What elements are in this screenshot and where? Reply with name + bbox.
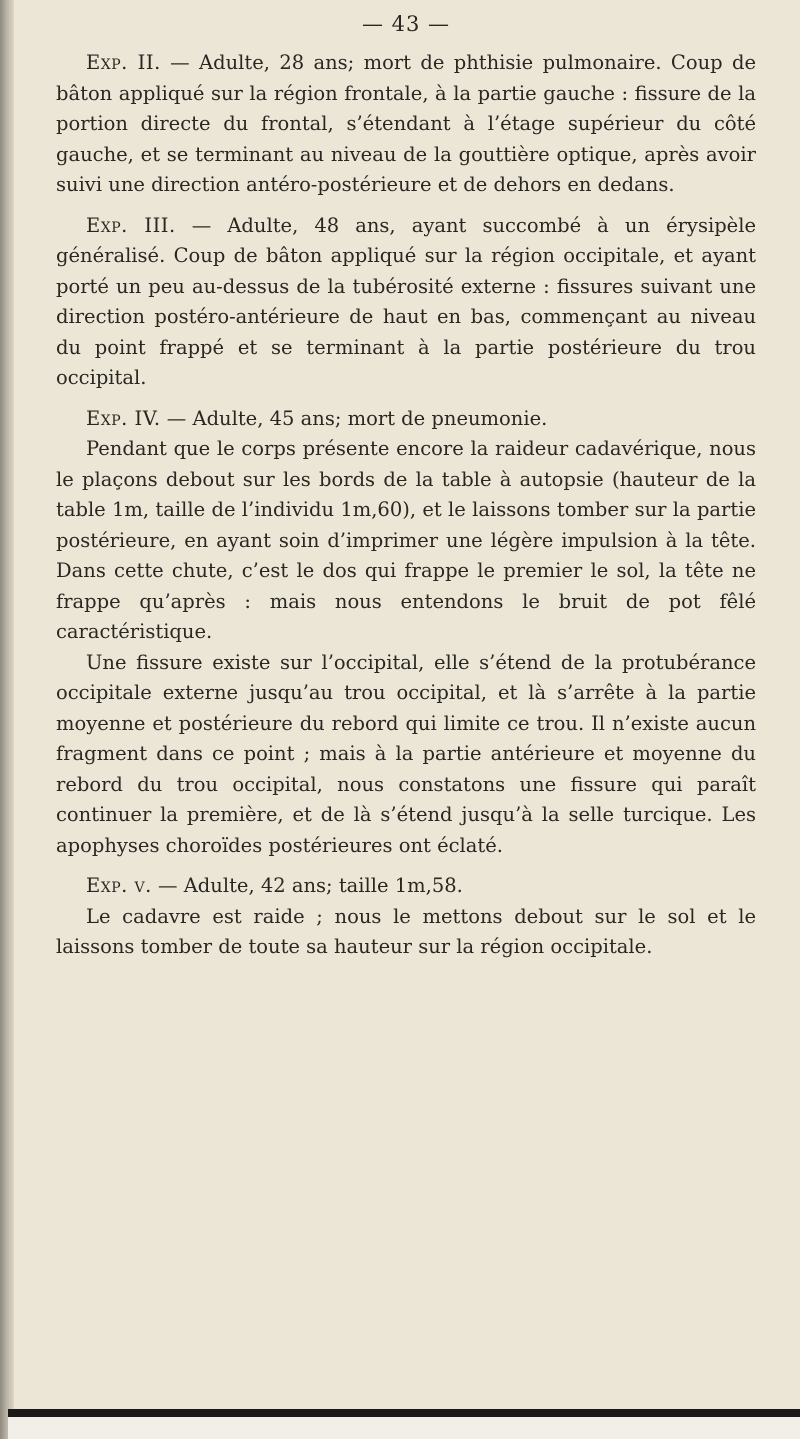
experiment-5 [56, 871, 756, 902]
experiment-2-text: — Adulte, 28 ans; mort de phthisie pulmonaire. Coup de bâton appliqué sur la région frontale, à la partie gauche : fissure de la portion directe du frontal, s’étendant à l’étage supérieur du côté gauche, et se terminant au niveau de la gouttière optique, après avoir suivi une direction antéro-postérieure et de dehors en dedans. [56, 51, 757, 196]
experiment-2-label: Exp. II. [86, 51, 161, 74]
experiment-5-label: Exp. v. [86, 874, 152, 897]
scan-bottom-rule [8, 1409, 800, 1417]
experiment-4-paragraph-3: Une fissure existe sur l’occipital, elle s’étend de la protubérance occipitale externe jusqu’au trou occipital, et là s’arrête à la partie moyenne et postérieure du rebord qui limite ce trou. Il n’existe aucun fragment dans ce point ; mais à la partie antérieure et moyenne du rebord du trou occipital, nous constatons une fissure qui paraît continuer la première, et de là s’étend jusqu’à la selle turcique. Les apophyses choroïdes postérieures ont éclaté. [56, 650, 756, 857]
experiment-3-text: — Adulte, 48 ans, ayant succombé à un érysipèle généralisé. Coup de bâton appliqué sur la région occipitale, et ayant porté un peu au-dessus de la tubérosité externe : fissures suivant une direction postéro-antérieure de haut en bas, commençant au niveau du point frappé et se terminant à la partie postérieure du trou occipital. [56, 213, 756, 389]
scan-left-edge [0, 0, 14, 1439]
experiment-4-paragraph-2: Pendant que le corps présente encore la raideur cadavérique, nous le plaçons debout sur les bords de la table à autopsie (hauteur de la table 1m, taille de l’individu 1m,60), et le laissons tomber sur la partie postérieure, en ayant soin d’imprimer une légère impulsion à la tête. Dans cette chute, c’est le dos qui frappe le premier le sol, la tête ne frappe qu’après : mais nous entendons le bruit de pot fêlé caractéristique. [56, 437, 756, 643]
experiment-3-label: Exp. III. [86, 213, 176, 237]
experiment-3 [56, 211, 756, 394]
scan-bottom-margin [8, 1417, 800, 1439]
experiment-5-paragraph-2: Le cadavre est raide ; nous le mettons debout sur le sol et le laissons tomber de toute sa hauteur sur la région occipitale. [56, 904, 756, 958]
experiment-2 [56, 48, 756, 201]
experiment-4-text: — Adulte, 45 ans; mort de pneumonie. [160, 406, 548, 430]
page-body [56, 48, 756, 963]
page-number: — 43 — [361, 12, 451, 36]
experiment-4 [56, 404, 756, 435]
experiment-5-text: — Adulte, 42 ans; taille 1m,58. [151, 874, 463, 897]
experiment-4-label: Exp. IV. [86, 406, 161, 430]
